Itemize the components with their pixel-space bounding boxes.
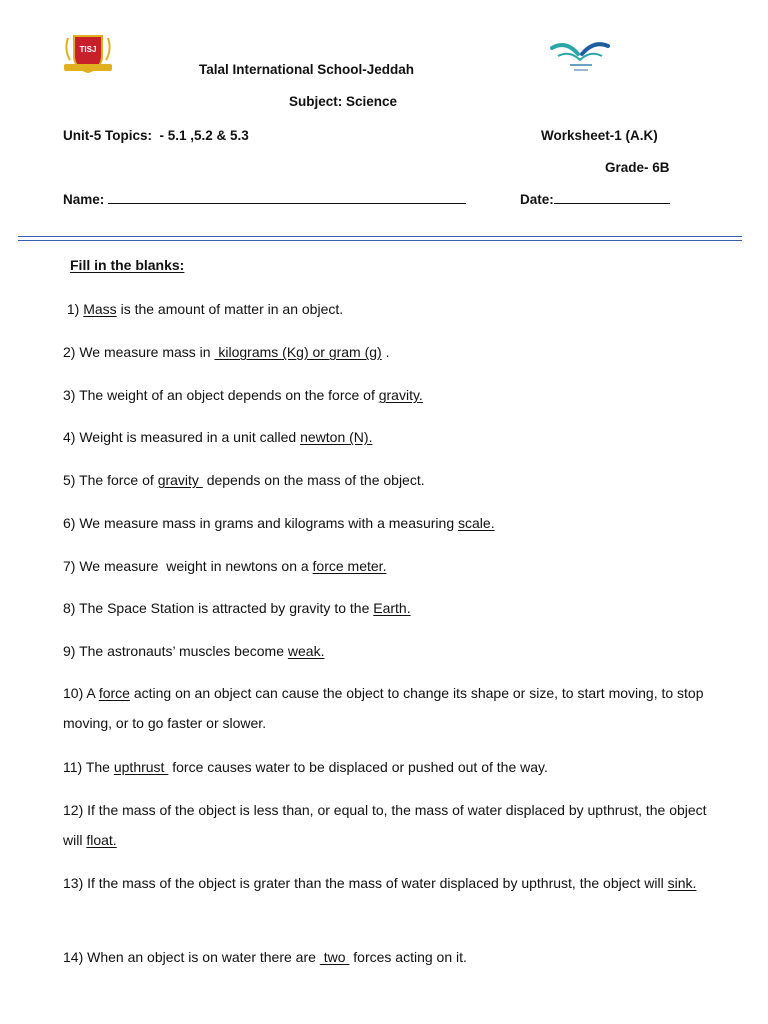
date-row [520, 191, 670, 207]
answer-blank[interactable]: upthrust [113, 759, 169, 775]
question-text-tail: acting on an object can cause the object to change its shape or size, to start moving, to stop moving, or to go faster or slower. [63, 685, 708, 731]
question-text: 6) We measure mass in grams and kilograms with a measuring [63, 515, 459, 531]
answer-blank[interactable]: float. [86, 832, 117, 848]
subject-label: Subject: Science [289, 94, 398, 109]
question-2 [63, 337, 723, 367]
answer-blank[interactable]: force [98, 685, 130, 701]
question-text: 8) The Space Station is attracted by gravity to the [63, 600, 374, 616]
question-text-tail: force causes water to be displaced or pushed out of the way. [168, 759, 548, 775]
crest-text: TISJ [79, 45, 97, 54]
date-label: Date: [520, 192, 554, 207]
question-text: 3) The weight of an object depends on the force of [63, 387, 379, 403]
section-title: Fill in the blanks: [70, 257, 185, 273]
question-text-tail: depends on the mass of the object. [202, 472, 425, 488]
question-text: 2) We measure mass in [63, 344, 215, 360]
unit-topics: Unit-5 Topics: - 5.1 ,5.2 & 5.3 [63, 128, 249, 143]
question-text-tail: forces acting on it. [349, 949, 467, 965]
question-9 [63, 636, 723, 666]
answer-blank[interactable]: Earth. [373, 600, 411, 616]
question-1 [63, 294, 723, 324]
name-row [63, 191, 466, 207]
question-text: 5) The force of [63, 472, 158, 488]
question-text-tail: . [381, 344, 390, 360]
question-text: 4) Weight is measured in a unit called [63, 429, 301, 445]
question-6 [63, 508, 723, 538]
question-text-tail: is the amount of matter in an object. [116, 301, 344, 317]
question-5 [63, 465, 723, 495]
question-text: 10) A [63, 685, 99, 701]
school-crest-logo [60, 30, 116, 76]
answer-blank[interactable]: gravity [157, 472, 203, 488]
answer-blank[interactable]: two [319, 949, 350, 965]
name-blank[interactable] [108, 191, 466, 204]
school-name: Talal International School-Jeddah [199, 62, 415, 77]
question-text: 9) The astronauts’ muscles become [63, 643, 288, 659]
question-14 [63, 942, 723, 972]
question-3 [63, 380, 723, 410]
ministry-logo [548, 34, 612, 78]
question-text: 1) [63, 301, 84, 317]
question-7 [63, 551, 723, 581]
answer-blank[interactable]: force meter. [312, 558, 387, 574]
question-4 [63, 422, 723, 452]
header-divider [18, 236, 742, 241]
worksheet-label: Worksheet-1 (A.K) [541, 128, 658, 143]
answer-blank[interactable]: newton (N). [300, 429, 373, 445]
date-blank[interactable] [554, 191, 670, 204]
question-text: 13) If the mass of the object is grater than the mass of water displaced by upthrust, the object will [63, 875, 668, 891]
question-13 [63, 868, 723, 898]
answer-blank[interactable]: scale. [458, 515, 495, 531]
question-12 [63, 795, 723, 855]
answer-blank[interactable]: Mass [83, 301, 117, 317]
question-11 [63, 752, 723, 782]
answer-blank[interactable]: gravity. [378, 387, 423, 403]
question-text: 11) The [63, 759, 114, 775]
question-8 [63, 593, 723, 623]
grade-label: Grade- 6B [605, 160, 670, 175]
answer-blank[interactable]: sink. [667, 875, 697, 891]
answer-blank[interactable]: weak. [287, 643, 325, 659]
answer-blank[interactable]: kilograms (Kg) or gram (g) [214, 344, 382, 360]
question-text: 7) We measure weight in newtons on a [63, 558, 313, 574]
name-label: Name: [63, 192, 105, 207]
question-text: 14) When an object is on water there are [63, 949, 320, 965]
question-10 [63, 678, 723, 738]
question-text: 12) If the mass of the object is less than, or equal to, the mass of water displaced by upthrust, the object will [63, 802, 711, 848]
